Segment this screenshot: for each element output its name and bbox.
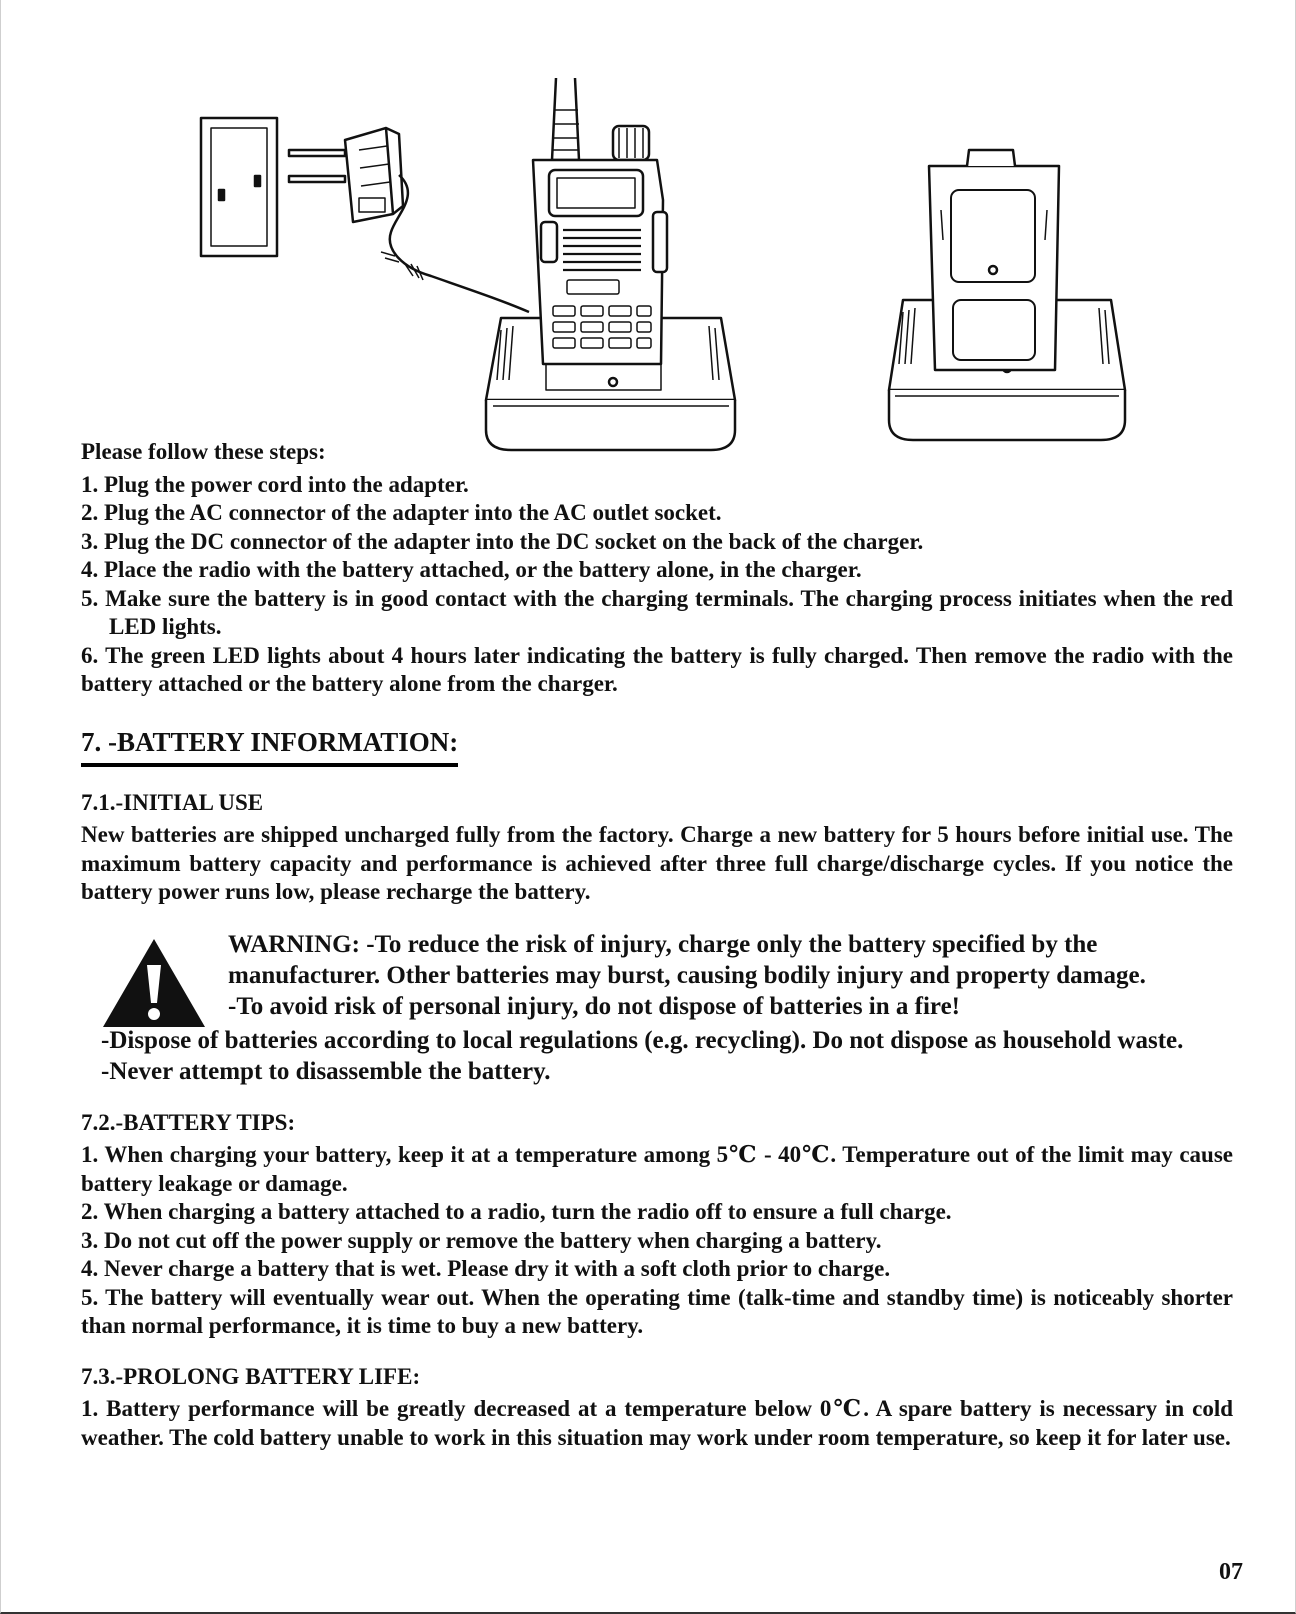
list-item: 2. When charging a battery attached to a radio, turn the radio off to ensure a full charge. [81, 1199, 952, 1224]
charging-illustration [1, 0, 1296, 470]
list-item: 2. Plug the AC connector of the adapter into the AC outlet socket. [81, 500, 722, 525]
list-item: 1. When charging your battery, keep it at a temperature among 5℃ - 40℃. Temperature out of the limit may cause battery leakage or damage. [81, 1142, 1233, 1196]
page-number: 07 [1219, 1559, 1243, 1585]
list-item: 5. Make sure the battery is in good contact with the charging terminals. The charging process initiates when the red LED lights. [81, 585, 1233, 639]
warning-line: WARNING: -To reduce the risk of injury, charge only the battery specified by the manufacturer. Other batteries may burst, causing bodily injury and property damage. [228, 930, 1146, 989]
charger-with-battery-icon [889, 150, 1125, 440]
steps-intro: Please follow these steps: [81, 439, 326, 464]
warning-line: -Dispose of batteries according to local regulations (e.g. recycling). Do not dispose as household waste. [101, 1026, 1184, 1054]
list-item: 1. Plug the power cord into the adapter. [81, 471, 469, 497]
initial-use-heading: 7.1.-INITIAL USE [81, 789, 264, 815]
warning-line: -Never attempt to disassemble the battery. [101, 1057, 551, 1085]
warning-line: -To avoid risk of personal injury, do not dispose of batteries in a fire! [228, 992, 960, 1020]
power-adapter-icon [289, 128, 403, 222]
list-item: 4. Place the radio with the battery attached, or the battery alone, in the charger. [81, 557, 862, 582]
dispose-text [101, 1025, 1233, 1087]
charging-steps [81, 471, 1233, 699]
list-item: 6. The green LED lights about 4 hours later indicating the battery is fully charged. Then remove the radio with the battery attached or the battery alone from the charger. [81, 642, 1233, 696]
warning-text [228, 929, 1233, 1022]
list-item: 4. Never charge a battery that is wet. Please dry it with a soft cloth prior to charge. [81, 1256, 891, 1281]
prolong-heading: 7.3.-PROLONG BATTERY LIFE: [81, 1363, 421, 1389]
prolong-text: 1. Battery performance will be greatly decreased at a temperature below 0℃. A spare battery is necessary in cold weather. The cold battery unable to work in this situation may work under room temperature, so keep it for later use. [81, 1396, 1233, 1450]
list-item: 5. The battery will eventually wear out. When the operating time (talk-time and standby time) is noticeably shorter than normal performance, it is time to buy a new battery. [81, 1284, 1233, 1338]
warning-block [81, 929, 1233, 1087]
wall-outlet-icon [201, 118, 277, 256]
list-item: 3. Plug the DC connector of the adapter into the DC socket on the back of the charger. [81, 528, 924, 554]
battery-tips-list [81, 1141, 1233, 1341]
initial-use-text: New batteries are shipped uncharged fully from the factory. Charge a new battery for 5 hours before initial use. The maximum battery capacity and performance is achieved after three full charge/discharge cycles. If you notice the battery power runs low, please recharge the battery. [81, 822, 1233, 904]
list-item: 3. Do not cut off the power supply or remove the battery when charging a battery. [81, 1227, 882, 1253]
section-title: 7. -BATTERY INFORMATION: [81, 725, 458, 767]
battery-tips-heading: 7.2.-BATTERY TIPS: [81, 1109, 296, 1135]
charger-with-radio-icon [486, 78, 735, 450]
warning-triangle-icon [101, 937, 207, 1029]
manual-text [81, 438, 1233, 1452]
